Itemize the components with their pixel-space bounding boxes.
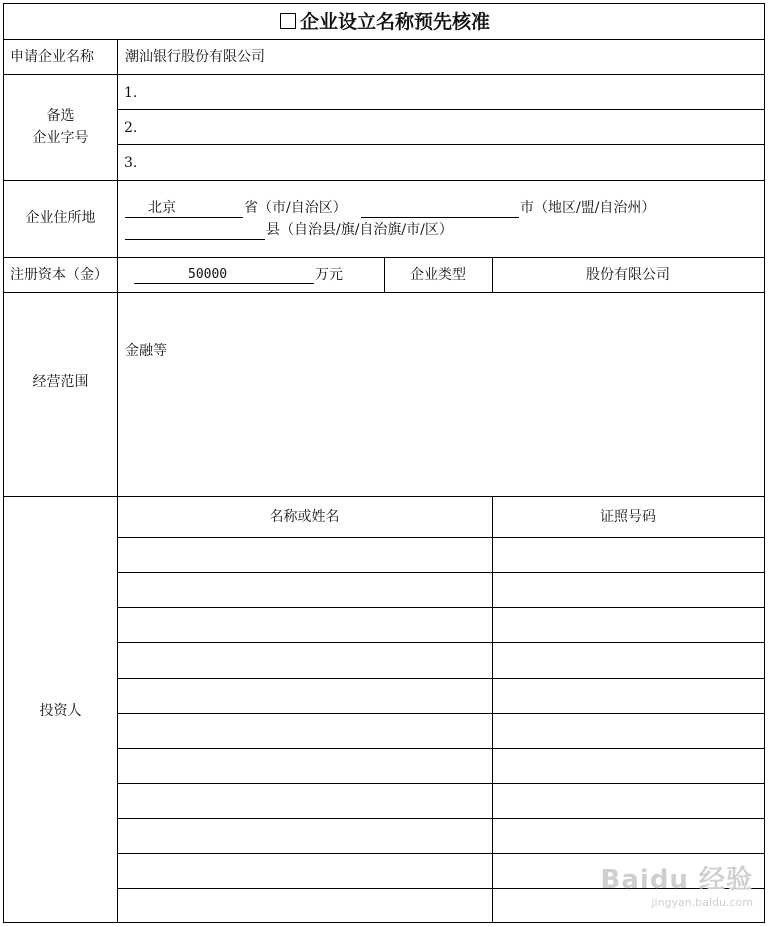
capital-label: 注册资本（金） <box>10 267 108 283</box>
divider <box>492 496 493 923</box>
alt-names-label-line2: 企业字号 <box>32 130 89 146</box>
company-type-label: 企业类型 <box>410 267 466 283</box>
investors-col-id: 证照号码 <box>600 509 656 525</box>
divider <box>117 642 764 643</box>
capital-field[interactable]: 50000 <box>188 267 228 282</box>
baidu-watermark <box>601 859 753 909</box>
capital-underline <box>134 283 314 284</box>
watermark-brand: Baidu 经验 <box>600 865 753 895</box>
divider <box>117 109 764 110</box>
divider <box>117 144 764 145</box>
form-title <box>4 4 766 40</box>
divider <box>117 572 764 573</box>
divider <box>117 678 764 679</box>
divider <box>4 292 764 293</box>
divider <box>117 713 764 714</box>
alt-names-label-line1: 备选 <box>46 108 75 124</box>
alt-names-label <box>4 105 117 149</box>
divider <box>117 39 118 923</box>
city-field[interactable] <box>361 217 519 218</box>
city-suffix: 市（地区/盟/自治州） <box>520 200 656 216</box>
investors-label: 投资人 <box>39 703 82 719</box>
divider <box>117 818 764 819</box>
address-label: 企业住所地 <box>25 210 96 226</box>
form-title-text: 企业设立名称预先核准 <box>299 11 490 33</box>
checkbox-icon[interactable] <box>280 13 296 29</box>
scope-field[interactable]: 金融等 <box>125 343 167 359</box>
province-underline <box>125 217 243 218</box>
applicant-label: 申请企业名称 <box>10 49 94 65</box>
divider <box>117 537 764 538</box>
divider <box>4 74 764 75</box>
county-field[interactable] <box>125 239 265 240</box>
alt-name-field-1[interactable]: 1. <box>124 85 138 101</box>
divider <box>117 783 764 784</box>
county-suffix: 县（自治县/旗/自治旗/市/区） <box>266 222 453 238</box>
alt-name-field-2[interactable]: 2. <box>124 120 138 136</box>
divider <box>4 39 764 40</box>
registration-form <box>3 3 765 923</box>
alt-name-field-3[interactable]: 3. <box>124 155 138 171</box>
divider <box>117 607 764 608</box>
company-type-field[interactable]: 股份有限公司 <box>586 267 670 283</box>
province-suffix: 省（市/自治区） <box>244 200 347 216</box>
divider <box>4 180 764 181</box>
watermark-url: jingyan.baidu.com <box>651 896 753 909</box>
form-page <box>3 3 765 923</box>
investors-col-name: 名称或姓名 <box>269 509 340 525</box>
province-field[interactable]: 北京 <box>148 200 176 216</box>
capital-unit: 万元 <box>315 267 343 283</box>
divider <box>117 853 764 854</box>
divider <box>117 748 764 749</box>
applicant-name-field[interactable]: 潮汕银行股份有限公司 <box>125 49 265 65</box>
scope-label: 经营范围 <box>32 374 89 390</box>
divider <box>4 496 764 497</box>
